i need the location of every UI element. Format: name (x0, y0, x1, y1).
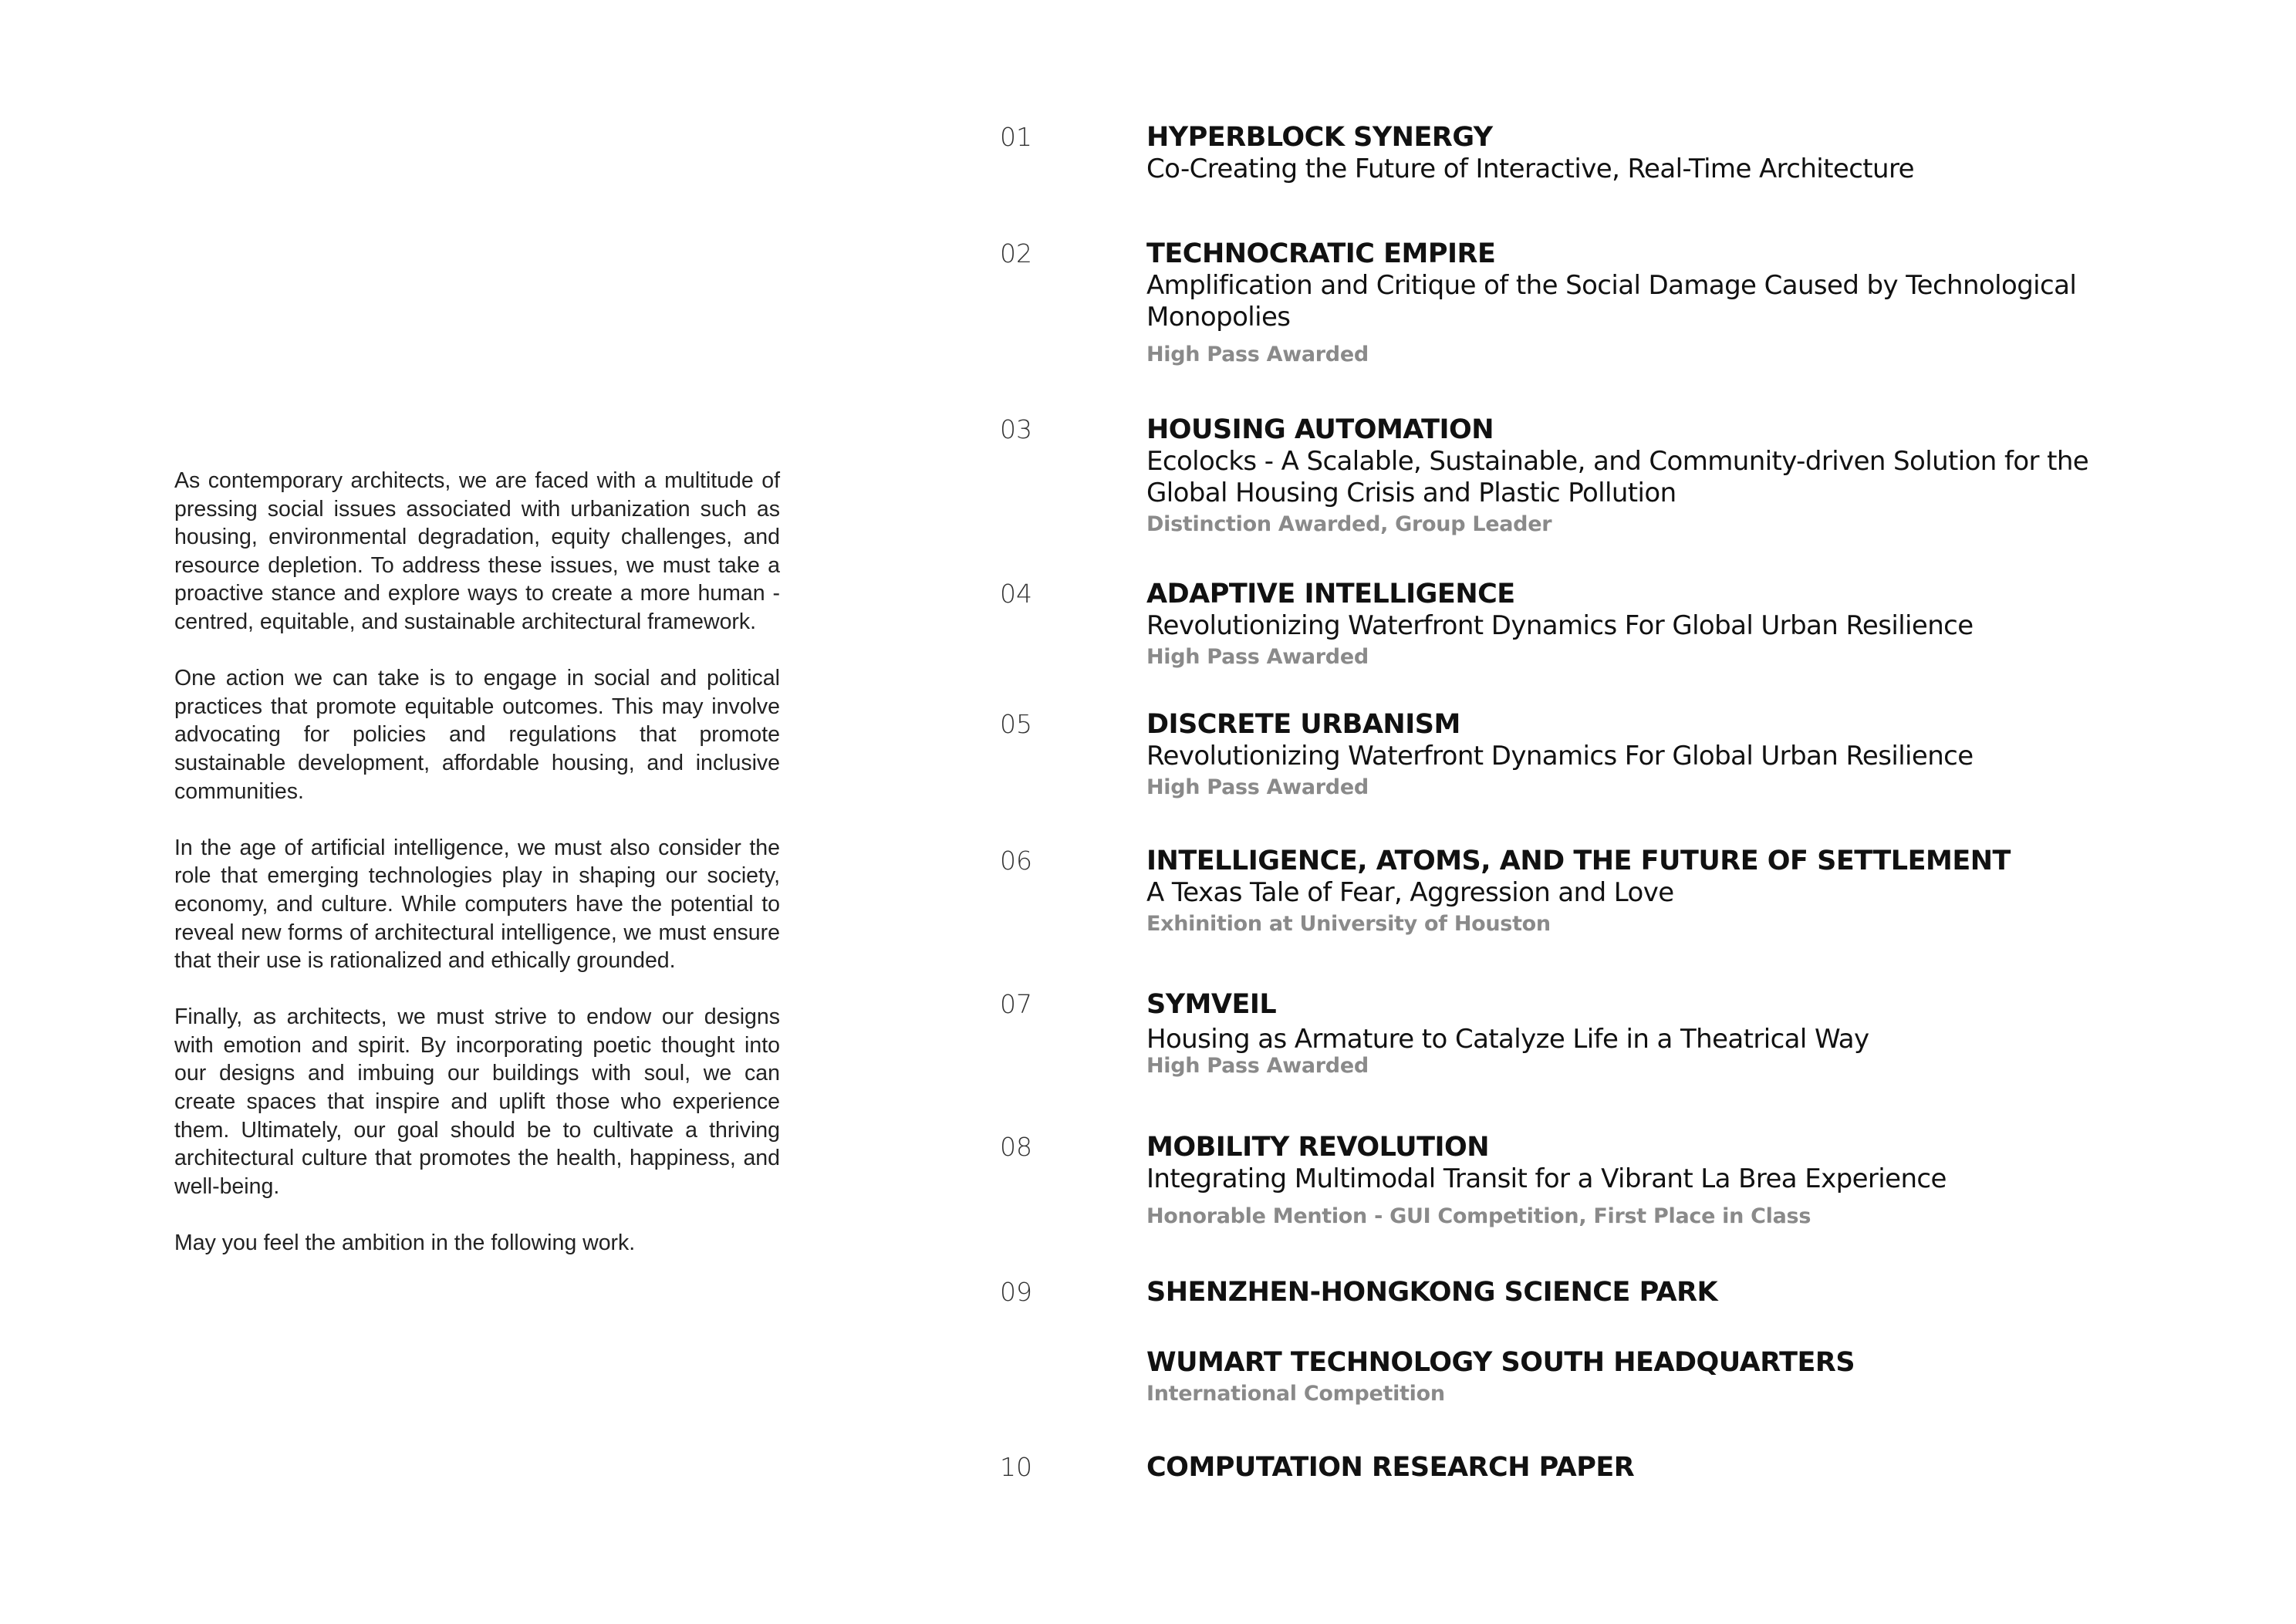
toc-title: MOBILITY REVOLUTION (1146, 1132, 1490, 1163)
toc-subtitle: Amplification and Critique of the Social Damage Caused by Technological Monopolies (1146, 270, 2077, 333)
toc-number: 06 (1000, 846, 1032, 876)
intro-text (174, 467, 780, 1285)
toc-subtitle: Ecolocks - A Scalable, Sustainable, and Community-driven Solution for the Global Housing Crisis and Plastic Pollution (1146, 446, 2089, 508)
toc-title: HOUSING AUTOMATION (1146, 414, 1494, 445)
toc-subtitle: A Texas Tale of Fear, Aggression and Love (1146, 877, 1674, 908)
toc-award: High Pass Awarded (1146, 343, 1369, 366)
toc-title: HYPERBLOCK SYNERGY (1146, 122, 1493, 153)
intro-paragraph: As contemporary architects, we are faced with a multitude of pressing social issues associated with urbanization such as housing, environmental degradation, equity challenges, and resource depletion. To address these issues, we must take a proactive stance and explore ways to create a more human -centred, equitable, and sustainable architectural framework. (174, 468, 780, 634)
toc-award: High Pass Awarded (1146, 645, 1369, 669)
toc-subtitle: Integrating Multimodal Transit for a Vibrant La Brea Experience (1146, 1163, 1947, 1194)
toc-number: 10 (1000, 1452, 1032, 1482)
toc-title: SHENZHEN-HONGKONG SCIENCE PARK (1146, 1277, 1718, 1308)
toc-number: 08 (1000, 1132, 1032, 1162)
intro-paragraph: Finally, as architects, we must strive to endow our designs with emotion and spirit. By incorporating poetic thought into our designs and imbuing our buildings with soul, we can create spaces that inspire and uplift those who experience them. Ultimately, our goal should be to cultivate a thriving architectural culture that promotes the health, happiness, and well-being. (174, 1004, 780, 1199)
toc-award: Exhinition at University of Houston (1146, 912, 1551, 936)
toc-title: ADAPTIVE INTELLIGENCE (1146, 579, 1515, 609)
toc-title: SYMVEIL (1146, 989, 1277, 1020)
toc-award: Distinction Awarded, Group Leader (1146, 512, 1552, 536)
toc-award: Honorable Mention - GUI Competition, First Place in Class (1146, 1204, 1811, 1228)
intro-closing: May you feel the ambition in the following work. (174, 1231, 636, 1256)
toc-title: DISCRETE URBANISM (1146, 709, 1460, 740)
toc-number: 09 (1000, 1277, 1032, 1307)
toc-number: 01 (1000, 122, 1032, 152)
toc-subtitle: Housing as Armature to Catalyze Life in a Theatrical Way (1146, 1024, 1869, 1055)
toc-subtitle: Revolutionizing Waterfront Dynamics For Global Urban Resilience (1146, 741, 1974, 771)
toc-number: 02 (1000, 238, 1032, 268)
toc-title: INTELLIGENCE, ATOMS, AND THE FUTURE OF SETTLEMENT (1146, 846, 2011, 876)
intro-paragraph: One action we can take is to engage in social and political practices that promote equitable outcomes. This may involve advocating for policies and regulations that promote sustainable development, affordable housing, and inclusive communities. (174, 666, 780, 804)
toc-number: 03 (1000, 414, 1032, 444)
toc-title: WUMART TECHNOLOGY SOUTH HEADQUARTERS (1146, 1347, 1855, 1378)
toc-number: 05 (1000, 709, 1032, 739)
toc-subtitle: Revolutionizing Waterfront Dynamics For Global Urban Resilience (1146, 610, 1974, 641)
toc-number: 04 (1000, 579, 1032, 609)
toc-subtitle: Co-Creating the Future of Interactive, Real-Time Architecture (1146, 154, 1914, 184)
toc-title: TECHNOCRATIC EMPIRE (1146, 238, 1496, 269)
toc-award: International Competition (1146, 1382, 1445, 1406)
toc-award: High Pass Awarded (1146, 1054, 1369, 1078)
intro-paragraph: In the age of artificial intelligence, we must also consider the role that emerging technologies play in shaping our society, economy, and culture. While computers have the potential to reveal new forms of architectural intelligence, we must ensure that their use is rationalized and ethically grounded. (174, 835, 780, 974)
toc-number: 07 (1000, 989, 1032, 1019)
toc-title: COMPUTATION RESEARCH PAPER (1146, 1452, 1635, 1483)
toc-award: High Pass Awarded (1146, 775, 1369, 799)
